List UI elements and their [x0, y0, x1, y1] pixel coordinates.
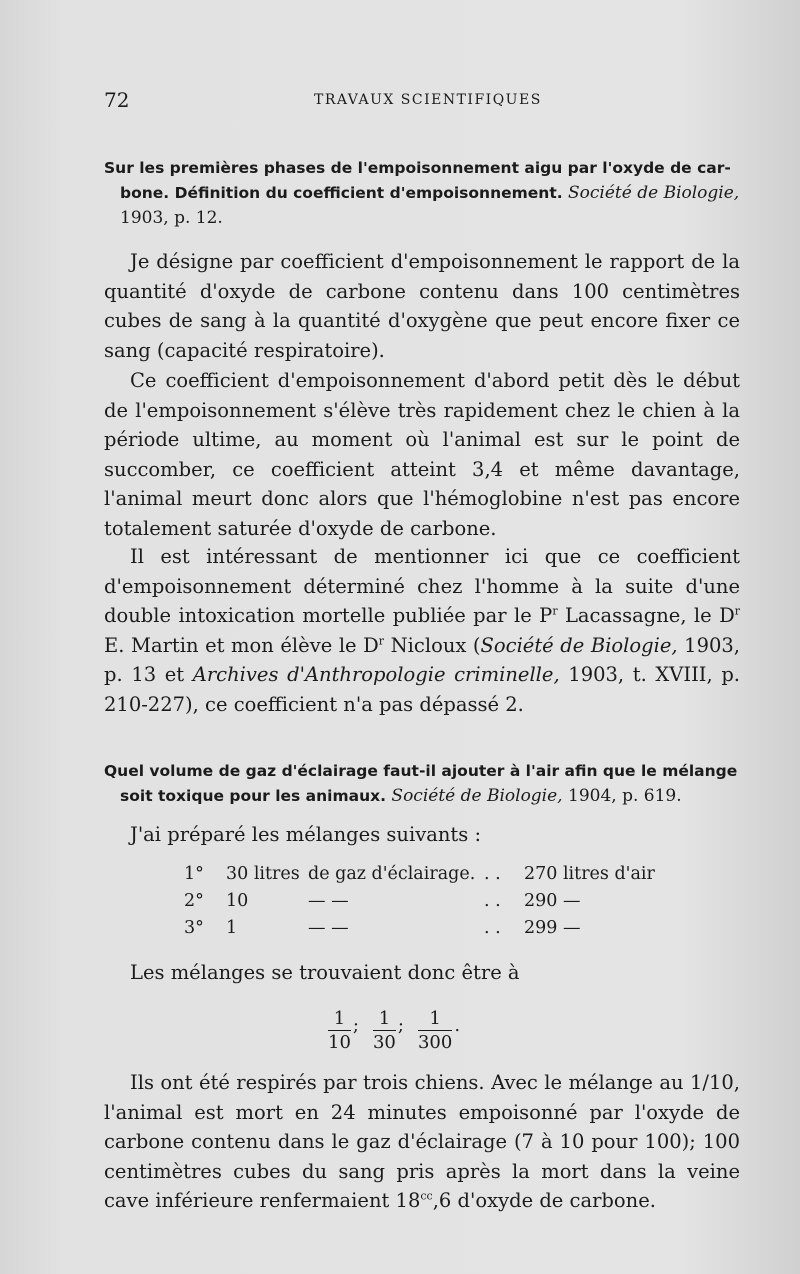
air-volume: 299 — [524, 918, 581, 938]
superscript: r [552, 604, 558, 618]
reference-title-line-2 [104, 784, 744, 809]
gas-description: — — [308, 891, 349, 911]
denominator: 30 [372, 1032, 396, 1053]
reference-title-text: bone. Définition du coefficient d'empoisonnement. [120, 184, 563, 202]
text-run: 1903, t. XVIII, p. 210-227), ce coefficient n'a pas dépassé 2. [104, 663, 741, 716]
denominator: 300 [417, 1032, 453, 1053]
text-run: Ils ont été respirés par trois chiens. Avec le mélange au 1/10, l'animal est mort en 24 minutes empoisonné par l'oxyde de carbone contenu dans le gaz d'éclairage (7 à 10 pour 100); 100 centimètres cubes du sang pris après la mort dans la veine cave inférieure renfermaient 18 [104, 1071, 740, 1212]
reference-entry-1 [104, 156, 744, 231]
row-number: 1° [184, 864, 204, 884]
numerator: 1 [418, 1008, 452, 1031]
leader-dots: . . [484, 864, 501, 884]
text-run: E. Martin et mon élève le D [104, 633, 379, 657]
table-row [184, 918, 684, 945]
separator: . [454, 1015, 461, 1036]
text-run: Lacassagne, le D [557, 604, 735, 627]
table-row [184, 891, 684, 918]
row-number: 3° [184, 918, 204, 938]
page-number: 72 [104, 88, 130, 112]
paragraph-mixtures-intro: J'ai préparé les mélanges suivants : [130, 823, 482, 846]
paragraph-human-case [104, 542, 740, 719]
page-header [104, 88, 740, 114]
gas-description: — — [308, 918, 349, 938]
text-run: ,6 d'oxyde de carbone. [432, 1189, 656, 1212]
reference-pages: 1903, p. 12. [120, 208, 223, 228]
gas-volume: 1 [226, 918, 238, 938]
numerator: 1 [373, 1008, 396, 1031]
superscript: cc [420, 1189, 433, 1203]
text-run: Il est intéressant de mentionner ici que ce coefficient d'empoisonnement déterminé chez l'homme à la suite d'une double intoxication mortelle publiée par le P [104, 545, 740, 627]
superscript: r [378, 634, 385, 647]
journal-title: Archives d'Anthropologie criminelle, [192, 663, 560, 686]
leader-dots: . . [484, 891, 501, 911]
reference-entry-2 [104, 759, 744, 809]
paragraph-definition: Je désigne par coefficient d'empoisonnement le rapport de la quantité d'oxyde de carbone contenu dans 100 centimètres cubes de sang à la quantité d'oxygène que peut encore fixer ce sang (capacité respiratoire). [104, 250, 740, 362]
text-run: 1903, p. 13 et [104, 633, 740, 686]
reference-title-line-1: Sur les premières phases de l'empoisonnement aigu par l'oxyde de car- [104, 159, 731, 177]
text-run: Nicloux ( [384, 633, 481, 657]
paragraph-mixture-ratios: Les mélanges se trouvaient donc être à [130, 961, 520, 984]
separator: ; [352, 1015, 359, 1036]
reference-title-line-1: Quel volume de gaz d'éclairage faut-il ajouter à l'air afin que le mélange [104, 762, 738, 780]
fraction [418, 1008, 452, 1055]
denominator: 10 [328, 1032, 351, 1053]
gas-volume: 10 [226, 891, 249, 911]
leader-dots: . . [484, 918, 501, 938]
numerator: 1 [328, 1008, 351, 1031]
row-number: 2° [184, 891, 204, 911]
reference-title-text: soit toxique pour les animaux. [120, 787, 387, 805]
reference-title-line-2 [104, 181, 744, 206]
reference-journal: Société de Biologie, [391, 786, 563, 806]
air-volume: 290 — [524, 891, 581, 911]
fraction [328, 1008, 351, 1055]
paragraph-coefficient: Ce coefficient d'empoisonnement d'abord petit dès le début de l'empoisonnement s'élève très rapidement chez le chien à la période ultime, au moment où l'animal est sur le point de succomber, ce coefficient atteint 3,4 et même davantage, l'animal meurt donc alors que l'hémoglobine n'est pas encore totalement saturée d'oxyde de carbone. [104, 369, 740, 540]
air-volume: 270 litres d'air [524, 864, 655, 884]
fractions-line [328, 1008, 474, 1055]
separator: ; [397, 1015, 404, 1036]
reference-journal: Société de Biologie, [568, 183, 740, 203]
fraction [373, 1008, 396, 1055]
reference-pages: 1904, p. 619. [568, 786, 682, 806]
table-row [184, 864, 684, 891]
mixtures-table [184, 864, 684, 945]
gas-description: de gaz d'éclairage. [308, 864, 476, 884]
running-title: TRAVAUX SCIENTIFIQUES [314, 92, 542, 108]
journal-title: Société de Biologie, [480, 633, 678, 657]
superscript: r [734, 604, 740, 618]
paragraph-dog-results [104, 1068, 740, 1216]
gas-volume: 30 litres [226, 864, 300, 884]
